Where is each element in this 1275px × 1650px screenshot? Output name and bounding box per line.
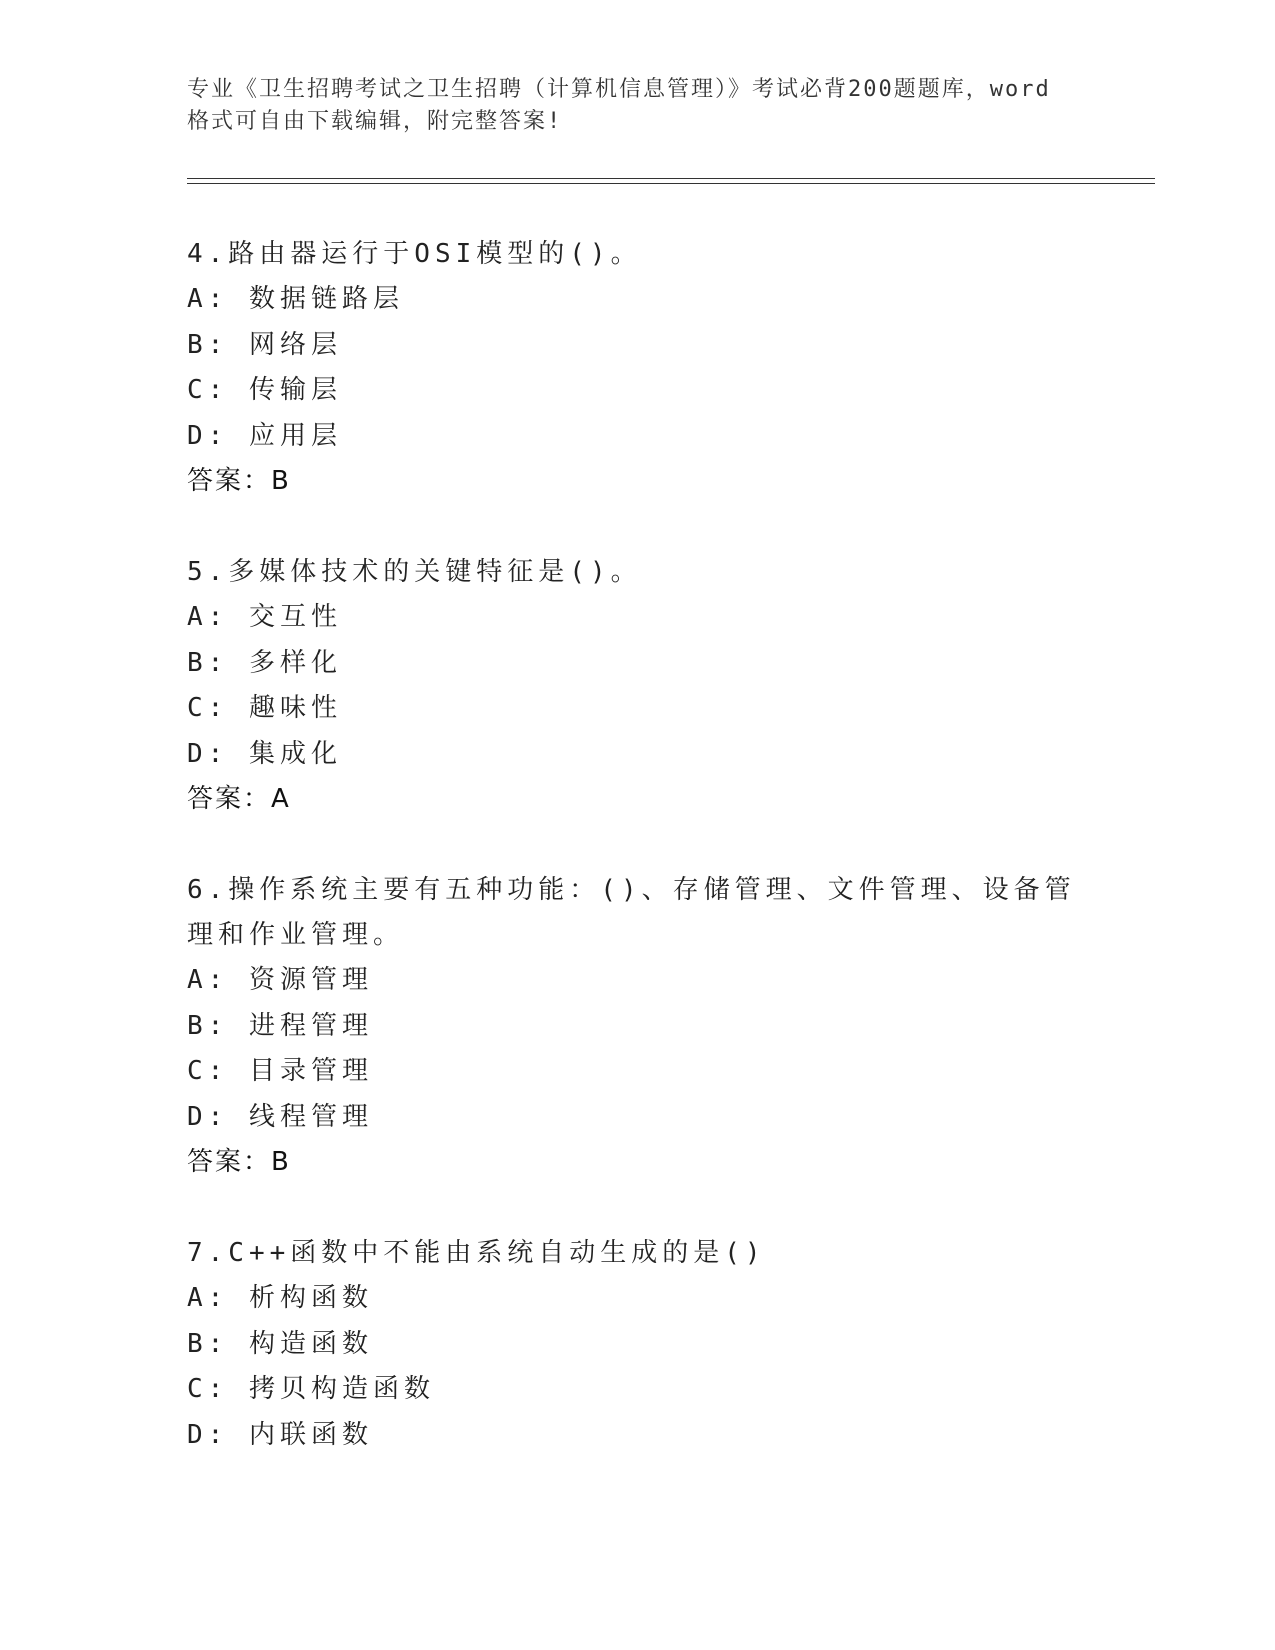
question-list [187,232,1087,1504]
option-b: B: 网络层 [187,329,342,360]
question-stem: 4.路由器运行于OSI模型的()。 [187,239,642,269]
option-b: B: 构造函数 [187,1328,373,1359]
option-c: C: 拷贝构造函数 [187,1374,435,1404]
question-stem: 6.操作系统主要有五种功能：()、存储管理、文件管理、设备管理和作业管理。 [187,875,1076,950]
document-header [187,74,1087,138]
header-divider-top [187,178,1155,179]
option-a: A: 交互性 [187,602,342,632]
header-title-line-2: 格式可自由下载编辑，附完整答案! [187,109,563,134]
question-5 [187,550,1087,822]
option-c: C: 传输层 [187,375,342,405]
option-d: D: 内联函数 [187,1419,373,1450]
header-divider-bottom [187,183,1155,184]
option-c: C: 趣味性 [187,693,342,723]
question-4 [187,232,1087,504]
question-stem: 5.多媒体技术的关键特征是()。 [187,557,642,587]
header-title-line-1: 专业《卫生招聘考试之卫生招聘（计算机信息管理）》考试必背200题题库，word [187,77,1051,102]
option-a: A: 数据链路层 [187,284,404,314]
option-b: B: 进程管理 [187,1010,373,1041]
question-7 [187,1231,1087,1458]
option-c: C: 目录管理 [187,1056,373,1086]
option-a: A: 析构函数 [187,1283,373,1313]
answer: 答案：B [187,1147,291,1177]
answer: 答案：A [187,784,291,814]
option-d: D: 集成化 [187,738,342,769]
option-d: D: 应用层 [187,420,342,451]
option-a: A: 资源管理 [187,965,373,995]
answer: 答案：B [187,466,291,496]
question-stem: 7.C++函数中不能由系统自动生成的是() [187,1238,766,1268]
question-6 [187,868,1087,1185]
option-d: D: 线程管理 [187,1101,373,1132]
option-b: B: 多样化 [187,647,342,678]
